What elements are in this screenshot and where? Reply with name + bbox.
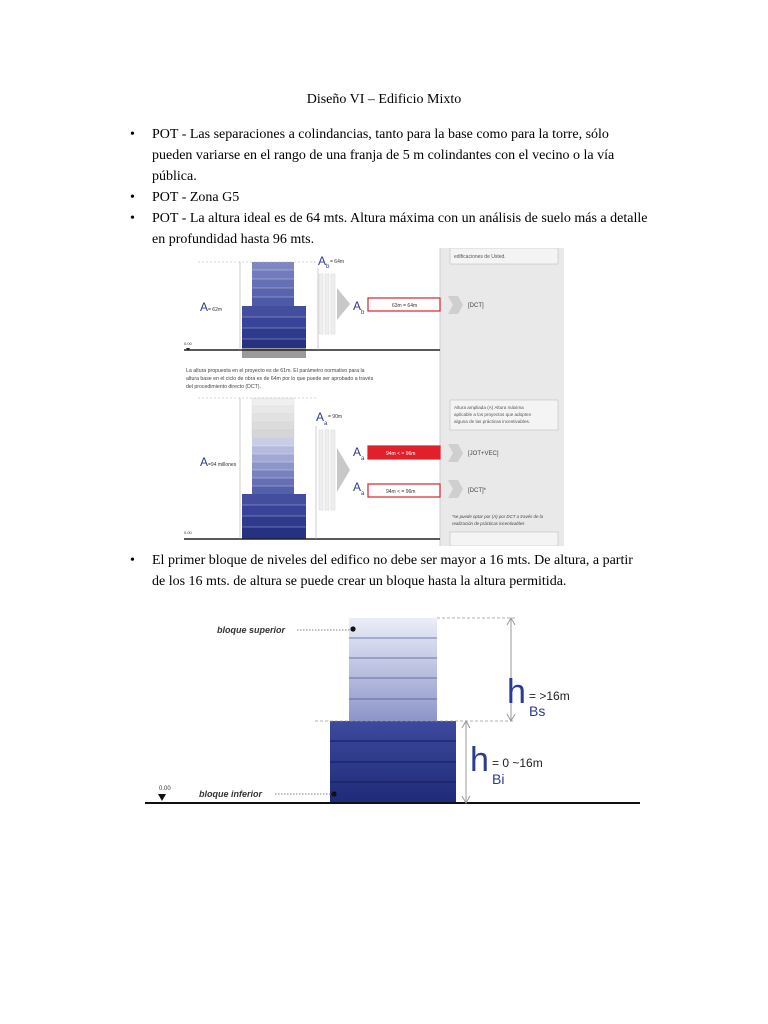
row2-label: A	[353, 480, 362, 494]
height-regulation-diagram	[178, 248, 564, 546]
row1-label: A	[353, 445, 362, 459]
height-regulation-figure	[178, 248, 564, 546]
panel-note-line: Altura ampliada (A) Altura máxima	[454, 405, 524, 410]
rule-box-text: 63m = 64m	[392, 303, 418, 309]
h-upper-symbol: h	[507, 673, 526, 711]
rule-box-text: 94m < = 96m	[386, 489, 416, 495]
arrow-label: A	[353, 299, 362, 313]
bullet-item: • POT - La altura ideal es de 64 mts. Altura máxima con un análisis de suelo más a detalle en profundidad hasta 96 mts.	[128, 208, 648, 250]
block-height-figure	[145, 605, 640, 810]
upper-marker-dot	[350, 626, 355, 631]
h-lower-symbol: h	[470, 741, 489, 779]
panel-note-line: aplicable a los proyectos que adopten	[454, 412, 532, 417]
block-height-diagram	[145, 605, 640, 810]
panel-top-note: edificaciones de Usted.	[454, 254, 506, 260]
h-upper-value: = >16m	[529, 689, 570, 703]
a-value: = 62m	[208, 307, 223, 313]
bullet-item: • El primer bloque de niveles del edifico no debe ser mayor a 16 mts. De altura, a partir de los 16 mts. de altura se puede crear un bloque hasta la altura permitida.	[128, 550, 648, 592]
building-bottom	[242, 398, 306, 539]
bullet-list-bottom	[128, 550, 648, 592]
result-label: [DCT]*	[468, 488, 486, 494]
dimension-arrow-lower	[462, 721, 470, 803]
lower-block-label: bloque inferior	[199, 789, 262, 799]
row2-sub: a	[361, 491, 365, 497]
lower-block	[330, 721, 456, 803]
document-title: Diseño VI – Edificio Mixto	[306, 92, 462, 107]
lower-marker-dot	[331, 791, 336, 796]
upper-block	[349, 618, 437, 721]
footnote-line: realización de prácticas incentivables	[452, 521, 525, 526]
arrow-icon	[319, 274, 350, 334]
arrow-sub: b	[361, 310, 365, 316]
result-label: [DCT]	[468, 303, 484, 309]
row1-sub: a	[361, 456, 365, 462]
right-panel	[440, 248, 564, 546]
caption-line: La altura propuesta en el proyecto es de 61m. El parámetro normativo para la	[186, 368, 365, 374]
caption-line: del procedimiento directo (DCT).	[186, 384, 261, 390]
arrow-icon	[319, 430, 350, 510]
ground-label: 0.00	[159, 786, 171, 792]
a-label: A	[200, 455, 209, 469]
bullet-item: • POT - Las separaciones a colindancias, tanto para la base como para la torre, sólo pueden variarse en el rango de una franja de 5 m colindantes con el vecino o la vía pública.	[128, 124, 648, 187]
ab-value: = 64m	[330, 259, 345, 265]
result-label: [JOT+VEC]	[468, 451, 499, 457]
aa-label: A	[316, 410, 325, 424]
caption-line: altura base en el ciclo de obra es de 64m por lo que puede ser aprobado a través	[186, 376, 374, 382]
ground-label: 0.00	[184, 341, 192, 346]
bullet-item: • POT - Zona G5	[128, 187, 648, 208]
building-top	[242, 262, 306, 358]
upper-block-label: bloque superior	[217, 625, 286, 635]
panel-note-line: alguna de las prácticas incentivables.	[454, 419, 531, 424]
a-label: A	[200, 300, 209, 314]
a-value: =94 millones	[208, 462, 237, 468]
ground-marker-icon	[158, 794, 166, 801]
h-lower-sub: Bi	[492, 771, 505, 787]
h-lower-value: = 0 ~16m	[492, 756, 543, 770]
rule-box-text: 94m < = 96m	[386, 451, 416, 457]
bullet-list-top	[128, 124, 648, 250]
ground-label: 0.00	[184, 530, 192, 535]
h-upper-sub: Bs	[529, 703, 546, 719]
aa-value: = 90m	[328, 414, 343, 420]
aa-sub: a	[324, 421, 328, 427]
ab-sub: b	[326, 264, 330, 270]
ab-label: A	[318, 254, 327, 268]
footnote-line: *se puede optar por (A) por DCT a través de la	[452, 514, 544, 519]
